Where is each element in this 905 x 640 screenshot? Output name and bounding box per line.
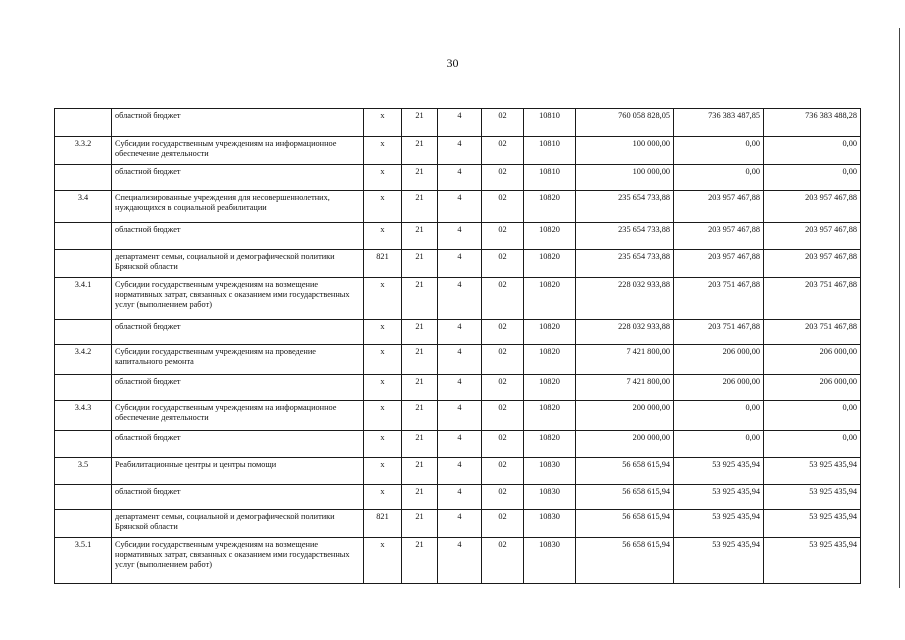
table-row: [55, 109, 861, 137]
row-subsection: 4: [438, 137, 482, 165]
row-amount-2: 203 957 467,88: [674, 223, 764, 250]
table-row: [55, 458, 861, 485]
row-amount-2: 206 000,00: [674, 375, 764, 401]
row-name: Субсидии государственным учреждениям на возмещение нормативных затрат, связанных с оказанием ими государственных услуг (выполнением работ): [112, 538, 364, 584]
table-row: [55, 165, 861, 191]
row-code: 3.4.2: [55, 345, 112, 375]
row-section: 21: [402, 320, 438, 345]
row-code: [55, 165, 112, 191]
row-code: [55, 510, 112, 538]
row-name: Специализированные учреждения для несовершеннолетних, нуждающихся в социальной реабилитации: [112, 191, 364, 223]
table-row: [55, 485, 861, 510]
page-number: 30: [446, 56, 459, 70]
row-code: 3.5: [55, 458, 112, 485]
row-name: областной бюджет: [112, 109, 364, 137]
row-program: 02: [482, 165, 524, 191]
row-code: [55, 250, 112, 278]
row-amount-3: 0,00: [764, 401, 861, 431]
row-subsection: 4: [438, 191, 482, 223]
row-amount-1: 100 000,00: [576, 137, 674, 165]
row-section: 21: [402, 137, 438, 165]
row-target-code: 10830: [524, 538, 576, 584]
row-subsection: 4: [438, 109, 482, 137]
row-admin-code: х: [364, 375, 402, 401]
row-target-code: 10830: [524, 485, 576, 510]
row-subsection: 4: [438, 165, 482, 191]
row-amount-2: 0,00: [674, 431, 764, 458]
row-amount-2: 203 957 467,88: [674, 250, 764, 278]
row-program: 02: [482, 191, 524, 223]
table-row: [55, 223, 861, 250]
row-name: департамент семьи, социальной и демографической политики Брянской области: [112, 510, 364, 538]
row-amount-1: 235 654 733,88: [576, 191, 674, 223]
row-amount-2: 53 925 435,94: [674, 510, 764, 538]
row-amount-3: 203 957 467,88: [764, 250, 861, 278]
row-amount-2: 53 925 435,94: [674, 538, 764, 584]
row-section: 21: [402, 109, 438, 137]
row-section: 21: [402, 485, 438, 510]
row-name: Субсидии государственным учреждениям на информационное обеспечение деятельности: [112, 401, 364, 431]
row-code: [55, 109, 112, 137]
row-amount-1: 760 058 828,05: [576, 109, 674, 137]
row-section: 21: [402, 278, 438, 320]
row-amount-1: 235 654 733,88: [576, 250, 674, 278]
row-admin-code: х: [364, 137, 402, 165]
table-row: [55, 250, 861, 278]
row-admin-code: х: [364, 458, 402, 485]
row-amount-2: 203 751 467,88: [674, 320, 764, 345]
row-admin-code: х: [364, 431, 402, 458]
row-amount-1: 100 000,00: [576, 165, 674, 191]
row-section: 21: [402, 345, 438, 375]
row-subsection: 4: [438, 510, 482, 538]
row-amount-3: 203 751 467,88: [764, 320, 861, 345]
row-code: [55, 431, 112, 458]
row-code: [55, 375, 112, 401]
row-program: 02: [482, 137, 524, 165]
row-section: 21: [402, 165, 438, 191]
table-row: [55, 431, 861, 458]
row-amount-3: 203 957 467,88: [764, 191, 861, 223]
table-row: [55, 538, 861, 584]
row-code: [55, 485, 112, 510]
row-code: 3.4: [55, 191, 112, 223]
row-admin-code: х: [364, 165, 402, 191]
row-subsection: 4: [438, 538, 482, 584]
row-code: [55, 223, 112, 250]
row-program: 02: [482, 320, 524, 345]
row-subsection: 4: [438, 375, 482, 401]
row-target-code: 10820: [524, 431, 576, 458]
row-admin-code: х: [364, 401, 402, 431]
row-admin-code: х: [364, 223, 402, 250]
row-code: 3.4.1: [55, 278, 112, 320]
row-target-code: 10810: [524, 109, 576, 137]
row-amount-3: 203 957 467,88: [764, 223, 861, 250]
row-amount-2: 0,00: [674, 401, 764, 431]
row-name: областной бюджет: [112, 223, 364, 250]
budget-table: [54, 108, 861, 584]
row-admin-code: х: [364, 485, 402, 510]
row-subsection: 4: [438, 345, 482, 375]
row-subsection: 4: [438, 278, 482, 320]
row-amount-3: 53 925 435,94: [764, 458, 861, 485]
row-subsection: 4: [438, 485, 482, 510]
row-amount-3: 53 925 435,94: [764, 510, 861, 538]
row-program: 02: [482, 375, 524, 401]
row-target-code: 10820: [524, 345, 576, 375]
row-subsection: 4: [438, 431, 482, 458]
budget-table-body: [55, 109, 861, 584]
row-section: 21: [402, 458, 438, 485]
row-code: [55, 320, 112, 345]
row-target-code: 10820: [524, 278, 576, 320]
row-program: 02: [482, 278, 524, 320]
row-code: 3.3.2: [55, 137, 112, 165]
row-program: 02: [482, 485, 524, 510]
row-target-code: 10830: [524, 510, 576, 538]
row-amount-1: 56 658 615,94: [576, 510, 674, 538]
row-amount-3: 0,00: [764, 165, 861, 191]
row-name: Реабилитационные центры и центры помощи: [112, 458, 364, 485]
row-section: 21: [402, 510, 438, 538]
row-program: 02: [482, 223, 524, 250]
row-code: 3.4.3: [55, 401, 112, 431]
row-name: областной бюджет: [112, 431, 364, 458]
row-target-code: 10810: [524, 165, 576, 191]
row-subsection: 4: [438, 320, 482, 345]
row-amount-3: 0,00: [764, 431, 861, 458]
row-program: 02: [482, 510, 524, 538]
table-row: [55, 375, 861, 401]
row-section: 21: [402, 250, 438, 278]
row-section: 21: [402, 431, 438, 458]
table-row: [55, 510, 861, 538]
row-admin-code: х: [364, 109, 402, 137]
row-subsection: 4: [438, 250, 482, 278]
row-name: департамент семьи, социальной и демографической политики Брянской области: [112, 250, 364, 278]
row-amount-1: 200 000,00: [576, 431, 674, 458]
row-amount-1: 56 658 615,94: [576, 538, 674, 584]
row-admin-code: х: [364, 191, 402, 223]
row-amount-3: 736 383 488,28: [764, 109, 861, 137]
row-program: 02: [482, 345, 524, 375]
table-row: [55, 278, 861, 320]
table-row: [55, 137, 861, 165]
row-amount-1: 228 032 933,88: [576, 278, 674, 320]
row-subsection: 4: [438, 458, 482, 485]
row-target-code: 10820: [524, 401, 576, 431]
row-section: 21: [402, 191, 438, 223]
row-name: Субсидии государственным учреждениям на информационное обеспечение деятельности: [112, 137, 364, 165]
row-admin-code: х: [364, 538, 402, 584]
row-admin-code: 821: [364, 510, 402, 538]
row-admin-code: 821: [364, 250, 402, 278]
row-amount-1: 56 658 615,94: [576, 485, 674, 510]
row-target-code: 10820: [524, 375, 576, 401]
row-target-code: 10830: [524, 458, 576, 485]
row-name: областной бюджет: [112, 375, 364, 401]
row-target-code: 10820: [524, 250, 576, 278]
row-name: областной бюджет: [112, 485, 364, 510]
row-program: 02: [482, 109, 524, 137]
row-subsection: 4: [438, 223, 482, 250]
row-program: 02: [482, 250, 524, 278]
row-amount-1: 200 000,00: [576, 401, 674, 431]
row-admin-code: х: [364, 345, 402, 375]
table-row: [55, 191, 861, 223]
row-section: 21: [402, 401, 438, 431]
row-program: 02: [482, 401, 524, 431]
table-row: [55, 320, 861, 345]
row-code: 3.5.1: [55, 538, 112, 584]
row-section: 21: [402, 223, 438, 250]
row-amount-2: 0,00: [674, 165, 764, 191]
row-amount-2: 203 957 467,88: [674, 191, 764, 223]
row-amount-1: 7 421 800,00: [576, 345, 674, 375]
row-name: Субсидии государственным учреждениям на проведение капитального ремонта: [112, 345, 364, 375]
row-name: областной бюджет: [112, 320, 364, 345]
row-subsection: 4: [438, 401, 482, 431]
row-section: 21: [402, 538, 438, 584]
row-target-code: 10820: [524, 223, 576, 250]
page-edge-line: [899, 28, 900, 588]
row-admin-code: х: [364, 278, 402, 320]
row-name: Субсидии государственным учреждениям на возмещение нормативных затрат, связанных с оказанием ими государственных услуг (выполнением работ): [112, 278, 364, 320]
row-amount-1: 56 658 615,94: [576, 458, 674, 485]
row-amount-2: 53 925 435,94: [674, 485, 764, 510]
row-name: областной бюджет: [112, 165, 364, 191]
row-amount-1: 228 032 933,88: [576, 320, 674, 345]
row-amount-1: 235 654 733,88: [576, 223, 674, 250]
row-amount-2: 203 751 467,88: [674, 278, 764, 320]
row-amount-2: 736 383 487,85: [674, 109, 764, 137]
row-target-code: 10810: [524, 137, 576, 165]
row-amount-2: 206 000,00: [674, 345, 764, 375]
row-program: 02: [482, 431, 524, 458]
row-amount-3: 0,00: [764, 137, 861, 165]
row-amount-3: 53 925 435,94: [764, 538, 861, 584]
row-amount-3: 203 751 467,88: [764, 278, 861, 320]
row-amount-3: 53 925 435,94: [764, 485, 861, 510]
table-row: [55, 345, 861, 375]
table-row: [55, 401, 861, 431]
row-amount-1: 7 421 800,00: [576, 375, 674, 401]
row-amount-2: 53 925 435,94: [674, 458, 764, 485]
row-program: 02: [482, 538, 524, 584]
row-amount-3: 206 000,00: [764, 375, 861, 401]
row-amount-2: 0,00: [674, 137, 764, 165]
row-target-code: 10820: [524, 320, 576, 345]
row-admin-code: х: [364, 320, 402, 345]
row-program: 02: [482, 458, 524, 485]
row-section: 21: [402, 375, 438, 401]
row-target-code: 10820: [524, 191, 576, 223]
row-amount-3: 206 000,00: [764, 345, 861, 375]
